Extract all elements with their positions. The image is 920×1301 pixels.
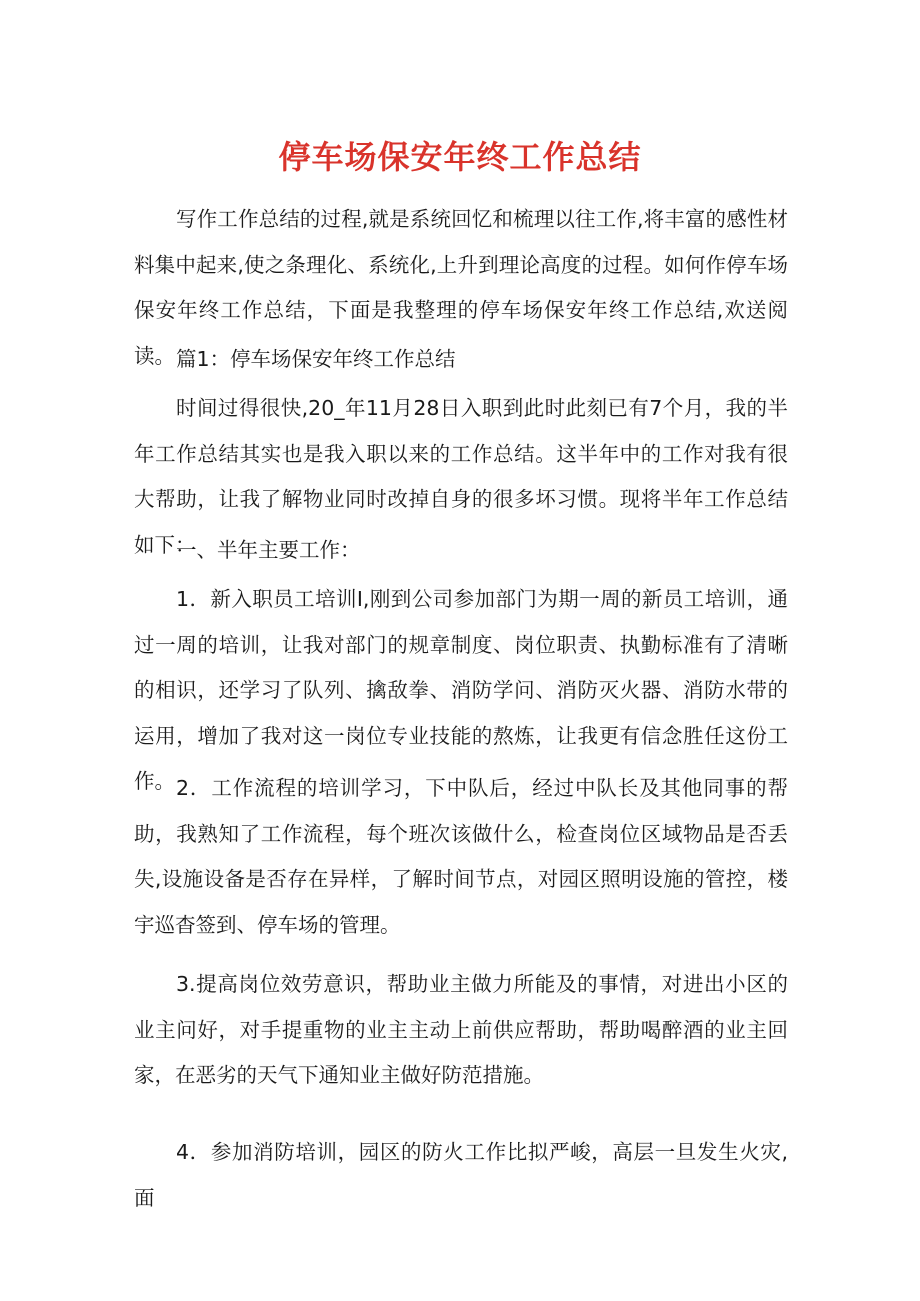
list-item-3: 3.提高岗位效劳意识，帮助业主做力所能及的事情，对进出小区的业主问好，对手提重物的业主主动上前供应帮助，帮助喝醉酒的业主回家，在恶劣的天气下通知业主做好防范措施。 [134,972,788,1087]
body-paragraph-1: 时间过得很快,20_年11月28日入职到此时此刻已有7个月，我的半年工作总结其实也是我入职以来的工作总结。这半年中的工作对我有很大帮助，让我了解物业同时改掉自身的很多坏习惯。现将半年工作总结如下： [134,396,788,557]
section-heading: 一、半年主要工作： [176,538,361,562]
intro-paragraph: 写作工作总结的过程,就是系统回忆和梳理以往工作,将丰富的感性材料集中起来,使之条理化、系统化,上升到理论高度的过程。如何作停车场保安年终工作总结，下面是我整理的停车场保安年终工作总结,欢送阅读。 [134,207,788,368]
list-item-4: 4．参加消防培训，园区的防火工作比拟严峻，高层一旦发生火灾,面 [134,1140,788,1210]
article-heading: 篇1：停车场保安年终工作总结 [176,347,456,371]
list-item-1: 1．新入职员工培训I,刚到公司参加部门为期一周的新员工培训，通过一周的培训，让我对部门的规章制度、岗位职责、执勤标准有了清晰的相识，还学习了队列、擒敌拳、消防学问、消防灭火器、消防水带的运用，增加了我对这一岗位专业技能的熬炼，让我更有信念胜任这份工作。 [134,587,788,793]
list-item-2: 2．工作流程的培训学习，下中队后，经过中队长及其他同事的帮助，我熟知了工作流程，每个班次该做什么，检查岗位区域物品是否丢失,设施设备是否存在异样，了解时间节点，对园区照明设施的管控，楼宇巡杳签到、停车场的管理。 [134,776,788,937]
document-title: 停车场保安年终工作总结 [278,138,642,177]
